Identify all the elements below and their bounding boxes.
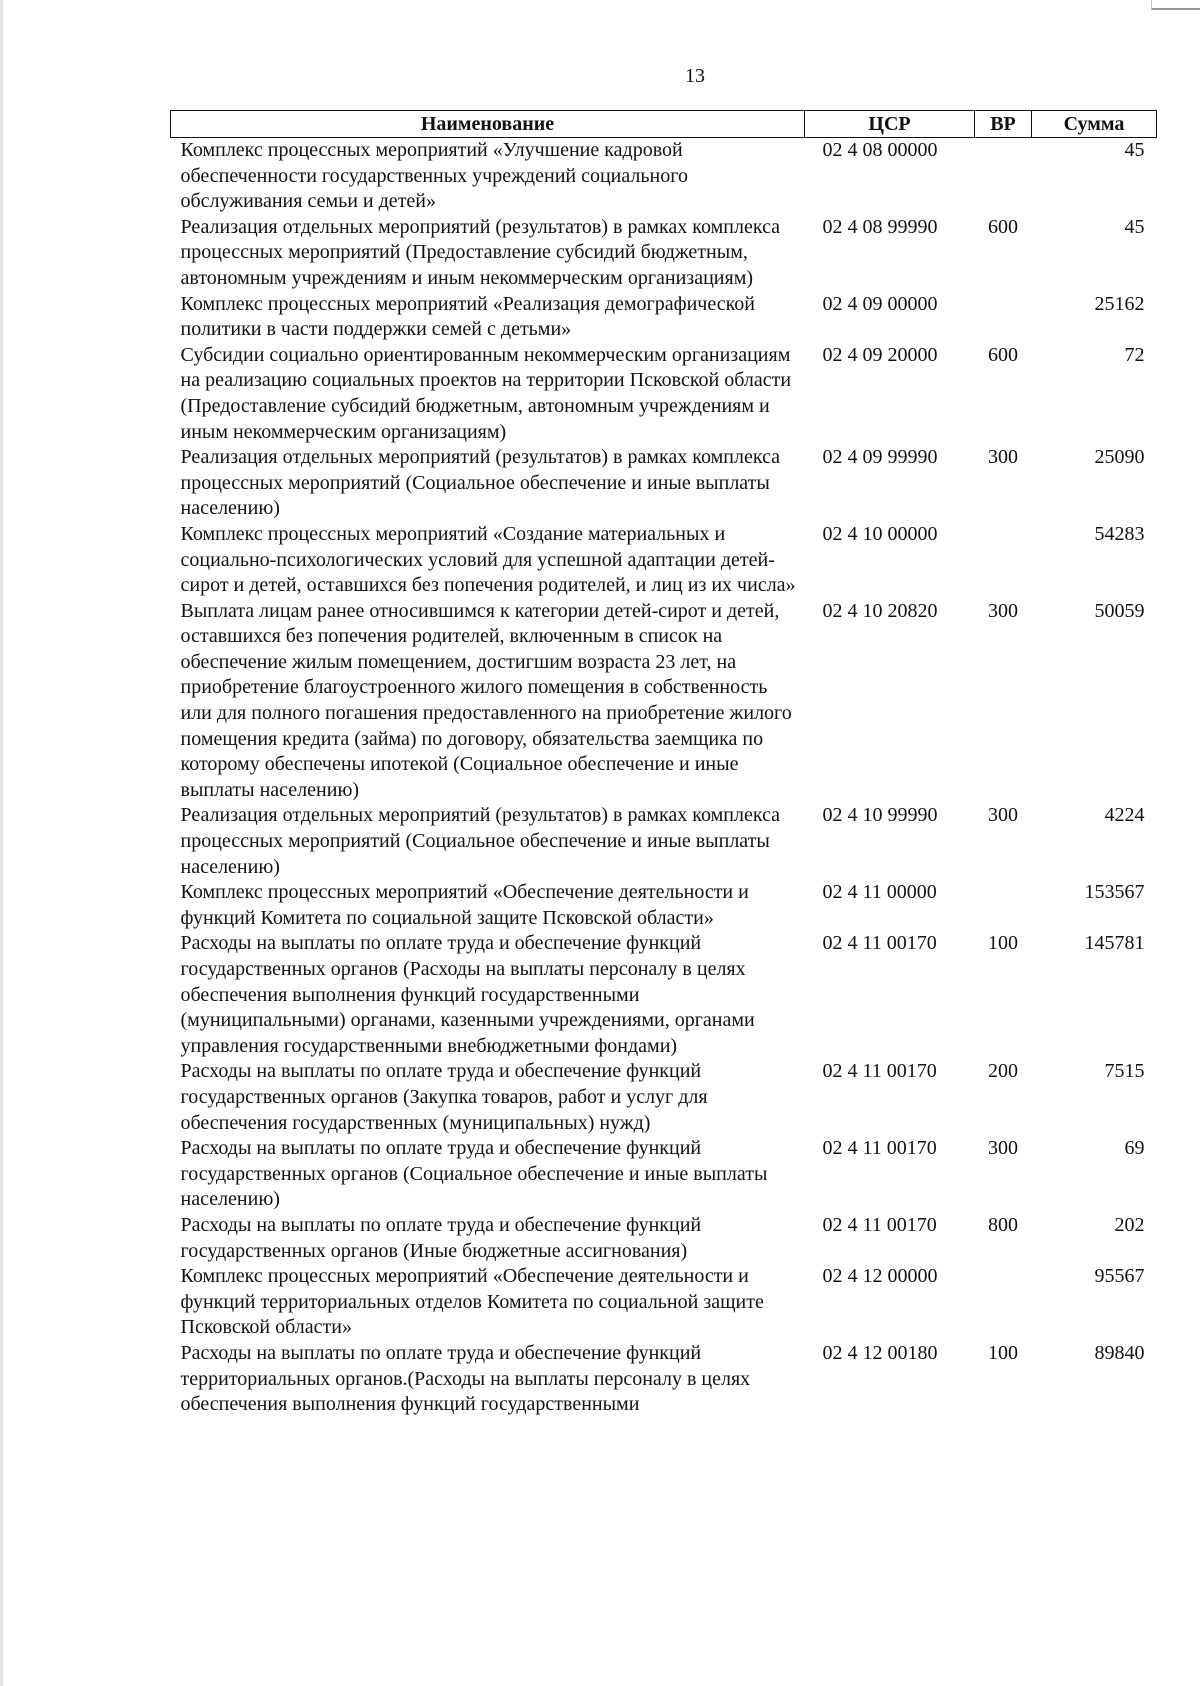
table-row: [171, 445, 1157, 522]
table-row: [171, 522, 1157, 599]
row-csr: 02 4 08 00000: [822, 139, 938, 161]
table-header-row: [171, 111, 1157, 138]
row-vr: 600: [988, 343, 1018, 366]
row-csr: 02 4 11 00170: [822, 1137, 937, 1160]
row-name: Реализация отдельных мероприятий (результатов) в рамках комплекса процессных мероприятий (Социальное обеспечение и иные выплаты населению): [180, 804, 781, 878]
row-vr: [975, 1264, 1032, 1341]
table-row: [171, 343, 1157, 445]
row-sum: 4224: [1104, 804, 1145, 827]
row-csr: 02 4 11 00170: [822, 1213, 937, 1236]
page-number: 13: [685, 65, 705, 87]
row-csr: 02 4 09 20000: [822, 343, 938, 366]
row-sum: 89840: [1094, 1341, 1145, 1364]
table-row: [171, 1264, 1157, 1341]
table-row: [171, 599, 1157, 804]
row-vr: [975, 880, 1032, 931]
table-row: [171, 292, 1157, 343]
row-csr: 02 4 09 00000: [822, 292, 938, 315]
row-vr: 300: [988, 804, 1018, 827]
row-name: Реализация отдельных мероприятий (результатов) в рамках комплекса процессных мероприятий (Социальное обеспечение и иные выплаты населению): [180, 446, 781, 520]
row-name: Расходы на выплаты по оплате труда и обеспечение функций государственных органов (Иные бюджетные ассигнования): [180, 1213, 702, 1262]
row-vr: [975, 522, 1032, 599]
header-vr: ВР: [975, 111, 1032, 138]
row-csr: 02 4 11 00000: [822, 881, 937, 904]
row-csr: 02 4 11 00170: [822, 932, 937, 955]
row-vr: 800: [988, 1213, 1018, 1236]
row-csr: 02 4 09 99990: [822, 446, 938, 469]
row-vr: 100: [988, 1341, 1018, 1364]
row-name: Комплекс процессных мероприятий «Создание материальных и социально-психологических условий для успешной адаптации детей-сирот и детей, оставшихся без попечения родителей, и лиц из их числа»: [180, 522, 796, 597]
row-vr: 100: [988, 932, 1018, 955]
row-sum: 45: [1124, 215, 1145, 238]
row-sum: 72: [1124, 343, 1145, 366]
row-name: Комплекс процессных мероприятий «Обеспечение деятельности и функций Комитета по социальной защите Псковской области»: [180, 881, 749, 929]
row-csr: 02 4 12 00000: [822, 1265, 938, 1288]
row-sum: 95567: [1094, 1265, 1145, 1288]
row-sum: 153567: [1084, 881, 1145, 904]
row-sum: 69: [1124, 1137, 1145, 1160]
table-row: [171, 931, 1157, 1059]
row-csr: 02 4 10 99990: [822, 804, 938, 827]
row-vr: [975, 292, 1032, 343]
table-row: [171, 138, 1157, 215]
row-name: Расходы на выплаты по оплате труда и обеспечение функций государственных органов (Расходы на выплаты персоналу в целях обеспечения выполнения функций государственными (муниципальными) органами, казенными учреждениями, органами управления государственными внебюджетными фондами): [180, 932, 755, 1057]
row-vr: 600: [988, 215, 1018, 238]
row-name: Реализация отдельных мероприятий (результатов) в рамках комплекса процессных мероприятий (Предоставление субсидий бюджетным, автономным учреждениям и иным некоммерческим организациям): [180, 215, 781, 289]
row-vr: 300: [988, 446, 1018, 469]
row-sum: 7515: [1104, 1060, 1145, 1083]
header-csr: ЦСР: [805, 111, 975, 138]
scan-left-edge: [0, 0, 3, 1686]
row-sum: 202: [1114, 1213, 1145, 1236]
row-vr: 300: [988, 599, 1018, 622]
header-name: Наименование: [171, 111, 805, 138]
row-sum: 145781: [1084, 932, 1145, 955]
row-csr: 02 4 08 99990: [822, 215, 938, 238]
table-row: [171, 880, 1157, 931]
table-row: [171, 215, 1157, 292]
row-csr: 02 4 11 00170: [822, 1060, 937, 1083]
row-vr: 300: [988, 1137, 1018, 1160]
row-vr: 200: [988, 1060, 1018, 1083]
table-row: [171, 1136, 1157, 1213]
row-name: Комплекс процессных мероприятий «Реализация демографической политики в части поддержки семей с детьми»: [180, 292, 756, 341]
row-name: Расходы на выплаты по оплате труда и обеспечение функций государственных органов (Закупка товаров, работ и услуг для обеспечения государственных (муниципальных) нужд): [180, 1060, 708, 1134]
row-name: Субсидии социально ориентированным некоммерческим организациям на реализацию социальных проектов на территории Псковской области (Предоставление субсидий бюджетным, автономным учреждениям и иным некоммерческим организациям): [180, 343, 792, 443]
row-csr: 02 4 12 00180: [822, 1341, 938, 1364]
row-name: Выплата лицам ранее относившимся к категории детей-сирот и детей, оставшихся без попечения родителей, включенным в список на обеспечение жилым помещением, достигшим возраста 23 лет, на приобретение благоустроенного жилого помещения в собственность или для полного погашения предоставленного на приобретение жилого помещения кредита (займа) по договору, обязательства заемщика по которому обеспечены ипотекой (Социальное обеспечение и иные выплаты населению): [180, 599, 792, 801]
row-sum: 25162: [1094, 292, 1145, 315]
table-row: [171, 803, 1157, 880]
row-name: Комплекс процессных мероприятий «Обеспечение деятельности и функций территориальных отделов Комитета по социальной защите Псковской области»: [180, 1265, 764, 1339]
table-row: [171, 1213, 1157, 1264]
row-vr: [975, 138, 1032, 215]
row-sum: 54283: [1094, 522, 1145, 545]
row-name: Расходы на выплаты по оплате труда и обеспечение функций государственных органов (Социальное обеспечение и иные выплаты населению): [180, 1137, 768, 1211]
row-sum: 45: [1124, 139, 1145, 161]
row-sum: 25090: [1094, 446, 1145, 469]
row-name: Расходы на выплаты по оплате труда и обеспечение функций территориальных органов.(Расходы на выплаты персоналу в целях обеспечения выполнения функций государственными: [180, 1341, 751, 1416]
table-row: [171, 1059, 1157, 1136]
row-csr: 02 4 10 20820: [822, 599, 938, 622]
scan-corner-mark: [1151, 0, 1200, 10]
table-row: [171, 1341, 1157, 1418]
row-sum: 50059: [1094, 599, 1145, 622]
row-csr: 02 4 10 00000: [822, 522, 938, 545]
row-name: Комплекс процессных мероприятий «Улучшение кадровой обеспеченности государственных учреждений социального обслуживания семьи и детей»: [180, 139, 688, 213]
header-sum: Сумма: [1032, 111, 1157, 138]
budget-table: [170, 110, 1157, 1418]
